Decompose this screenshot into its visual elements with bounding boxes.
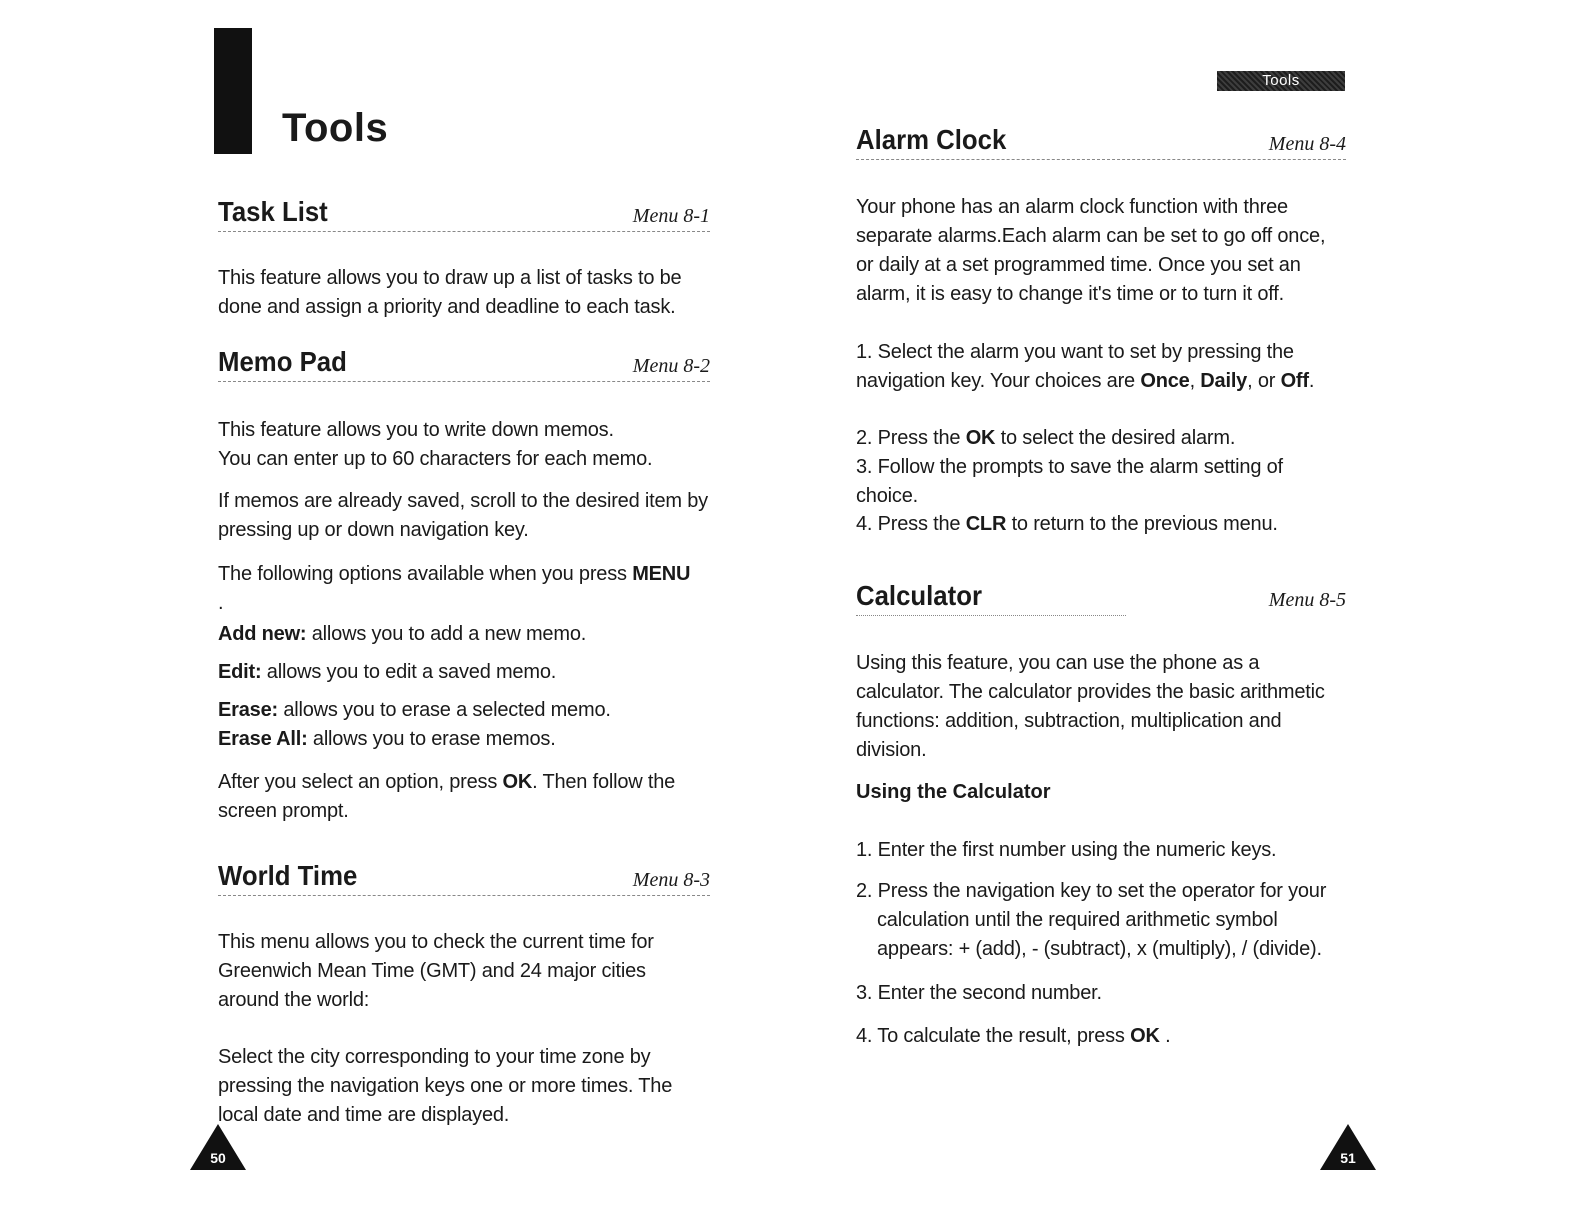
ok-key-label: OK (1130, 1025, 1160, 1047)
task-list-heading (218, 192, 710, 232)
option-label: Erase: (218, 699, 278, 721)
option-text: allows you to add a new memo. (311, 623, 587, 645)
option-text: allows you to erase memos. (312, 728, 556, 750)
memo-option-erase-all (218, 725, 710, 754)
task-list-title: Task List (218, 196, 328, 227)
section-rule (218, 231, 710, 232)
task-list-menu-ref: Menu 8-1 (632, 205, 710, 227)
after-select-end: . Then follow the screen prompt. (218, 771, 676, 822)
calculator-heading (856, 576, 1346, 616)
memo-pad-heading (218, 342, 710, 382)
page-number-left (188, 1122, 248, 1172)
page-number-right (1318, 1122, 1378, 1172)
calculator-subheading: Using the Calculator (856, 781, 1051, 803)
memo-option-add (218, 620, 710, 649)
step-text: 4. To calculate the result, press (856, 1025, 1125, 1047)
alarm-clock-intro: Your phone has an alarm clock function with three separate alarms.Each alarm can be set to go off once, or daily at a set programmed time. Once you set an alarm, it is easy to change it's time or to turn it off. (856, 196, 1326, 305)
option-text: allows you to erase a selected memo. (283, 699, 611, 721)
section-rule (218, 895, 710, 896)
alarm-clock-menu-ref: Menu 8-4 (1268, 133, 1346, 155)
task-list-description: This feature allows you to draw up a list of tasks to be done and assign a priority and deadline to each task. (218, 267, 682, 318)
world-time-instructions: Select the city corresponding to your time zone by pressing the navigation keys one or more times. The local date and time are displayed. (218, 1046, 673, 1126)
calculator-step-3: 3. Enter the second number. (856, 982, 1102, 1004)
ok-key-label: OK (965, 427, 996, 449)
calculator-title: Calculator (856, 580, 982, 611)
option-label: Edit: (218, 661, 262, 683)
step-text: , (1189, 370, 1195, 392)
chapter-marker-bar (214, 28, 252, 154)
choice-off: Off (1280, 370, 1309, 392)
chapter-title: Tools (282, 106, 389, 150)
world-time-title: World Time (218, 860, 358, 891)
option-label: Erase All: (218, 728, 308, 750)
calculator-step-2: 2. Press the navigation key to set the operator for your calculation until the required arithmetic symbol appears: + (add), - (subtract), x (multiply), / (divide). (856, 880, 1327, 960)
world-time-heading (218, 856, 710, 896)
memo-pad-title: Memo Pad (218, 346, 347, 377)
memo-pad-menu-ref: Menu 8-2 (632, 355, 710, 377)
step-text: to return to the previous menu. (1011, 513, 1278, 535)
memo-option-erase (218, 696, 710, 725)
world-time-menu-ref: Menu 8-3 (632, 869, 710, 891)
step-text: to select the desired alarm. (1000, 427, 1236, 449)
step-text: 1. Select the alarm you want to set by pressing the navigation key. Your choices are (856, 341, 1294, 392)
alarm-step-2 (856, 424, 1346, 453)
page-number-text: 50 (210, 1150, 226, 1166)
memo-pad-intro-line2: You can enter up to 60 characters for each memo. (218, 448, 653, 470)
section-rule (856, 615, 1126, 616)
memo-pad-intro-line1: This feature allows you to write down memos. (218, 419, 614, 441)
calculator-step-1: 1. Enter the first number using the numeric keys. (856, 839, 1277, 861)
running-header-tab: Tools (1217, 71, 1345, 91)
memo-pad-options-intro (218, 560, 710, 618)
page-number-text: 51 (1340, 1150, 1356, 1166)
menu-key-label: MENU (632, 563, 691, 585)
alarm-clock-heading (856, 120, 1346, 160)
option-label: Add new: (218, 623, 307, 645)
options-intro-end: . (218, 592, 224, 614)
alarm-step-4 (856, 510, 1346, 539)
memo-pad-scroll-text: If memos are already saved, scroll to the desired item by pressing up or down navigation key. (218, 490, 708, 541)
alarm-clock-title: Alarm Clock (856, 124, 1007, 155)
calculator-intro: Using this feature, you can use the phone as a calculator. The calculator provides the basic arithmetic functions: addition, subtraction, multiplication and division. (856, 652, 1325, 761)
section-rule (856, 159, 1346, 160)
step-text: 2. Press the (856, 427, 961, 449)
options-intro-text: The following options available when you press (218, 563, 627, 585)
step-text: 4. Press the (856, 513, 961, 535)
choice-once: Once (1140, 370, 1190, 392)
calculator-menu-ref: Menu 8-5 (1268, 589, 1346, 611)
after-select-text: After you select an option, press (218, 771, 498, 793)
option-text: allows you to edit a saved memo. (266, 661, 557, 683)
memo-pad-intro (218, 416, 710, 474)
clr-key-label: CLR (965, 513, 1007, 535)
memo-option-edit (218, 658, 710, 687)
step-text: . (1165, 1025, 1171, 1047)
ok-key-label: OK (502, 771, 533, 793)
alarm-step-3: 3. Follow the prompts to save the alarm setting of choice. (856, 456, 1283, 507)
step-text: . (1308, 370, 1315, 392)
section-rule (218, 381, 710, 382)
calculator-step-4 (856, 1022, 1346, 1051)
choice-daily: Daily (1200, 370, 1248, 392)
alarm-step-1 (856, 338, 1346, 396)
step-text: , or (1247, 370, 1276, 392)
world-time-description: This menu allows you to check the current time for Greenwich Mean Time (GMT) and 24 major cities around the world: (218, 931, 654, 1011)
memo-pad-after-select (218, 768, 710, 826)
